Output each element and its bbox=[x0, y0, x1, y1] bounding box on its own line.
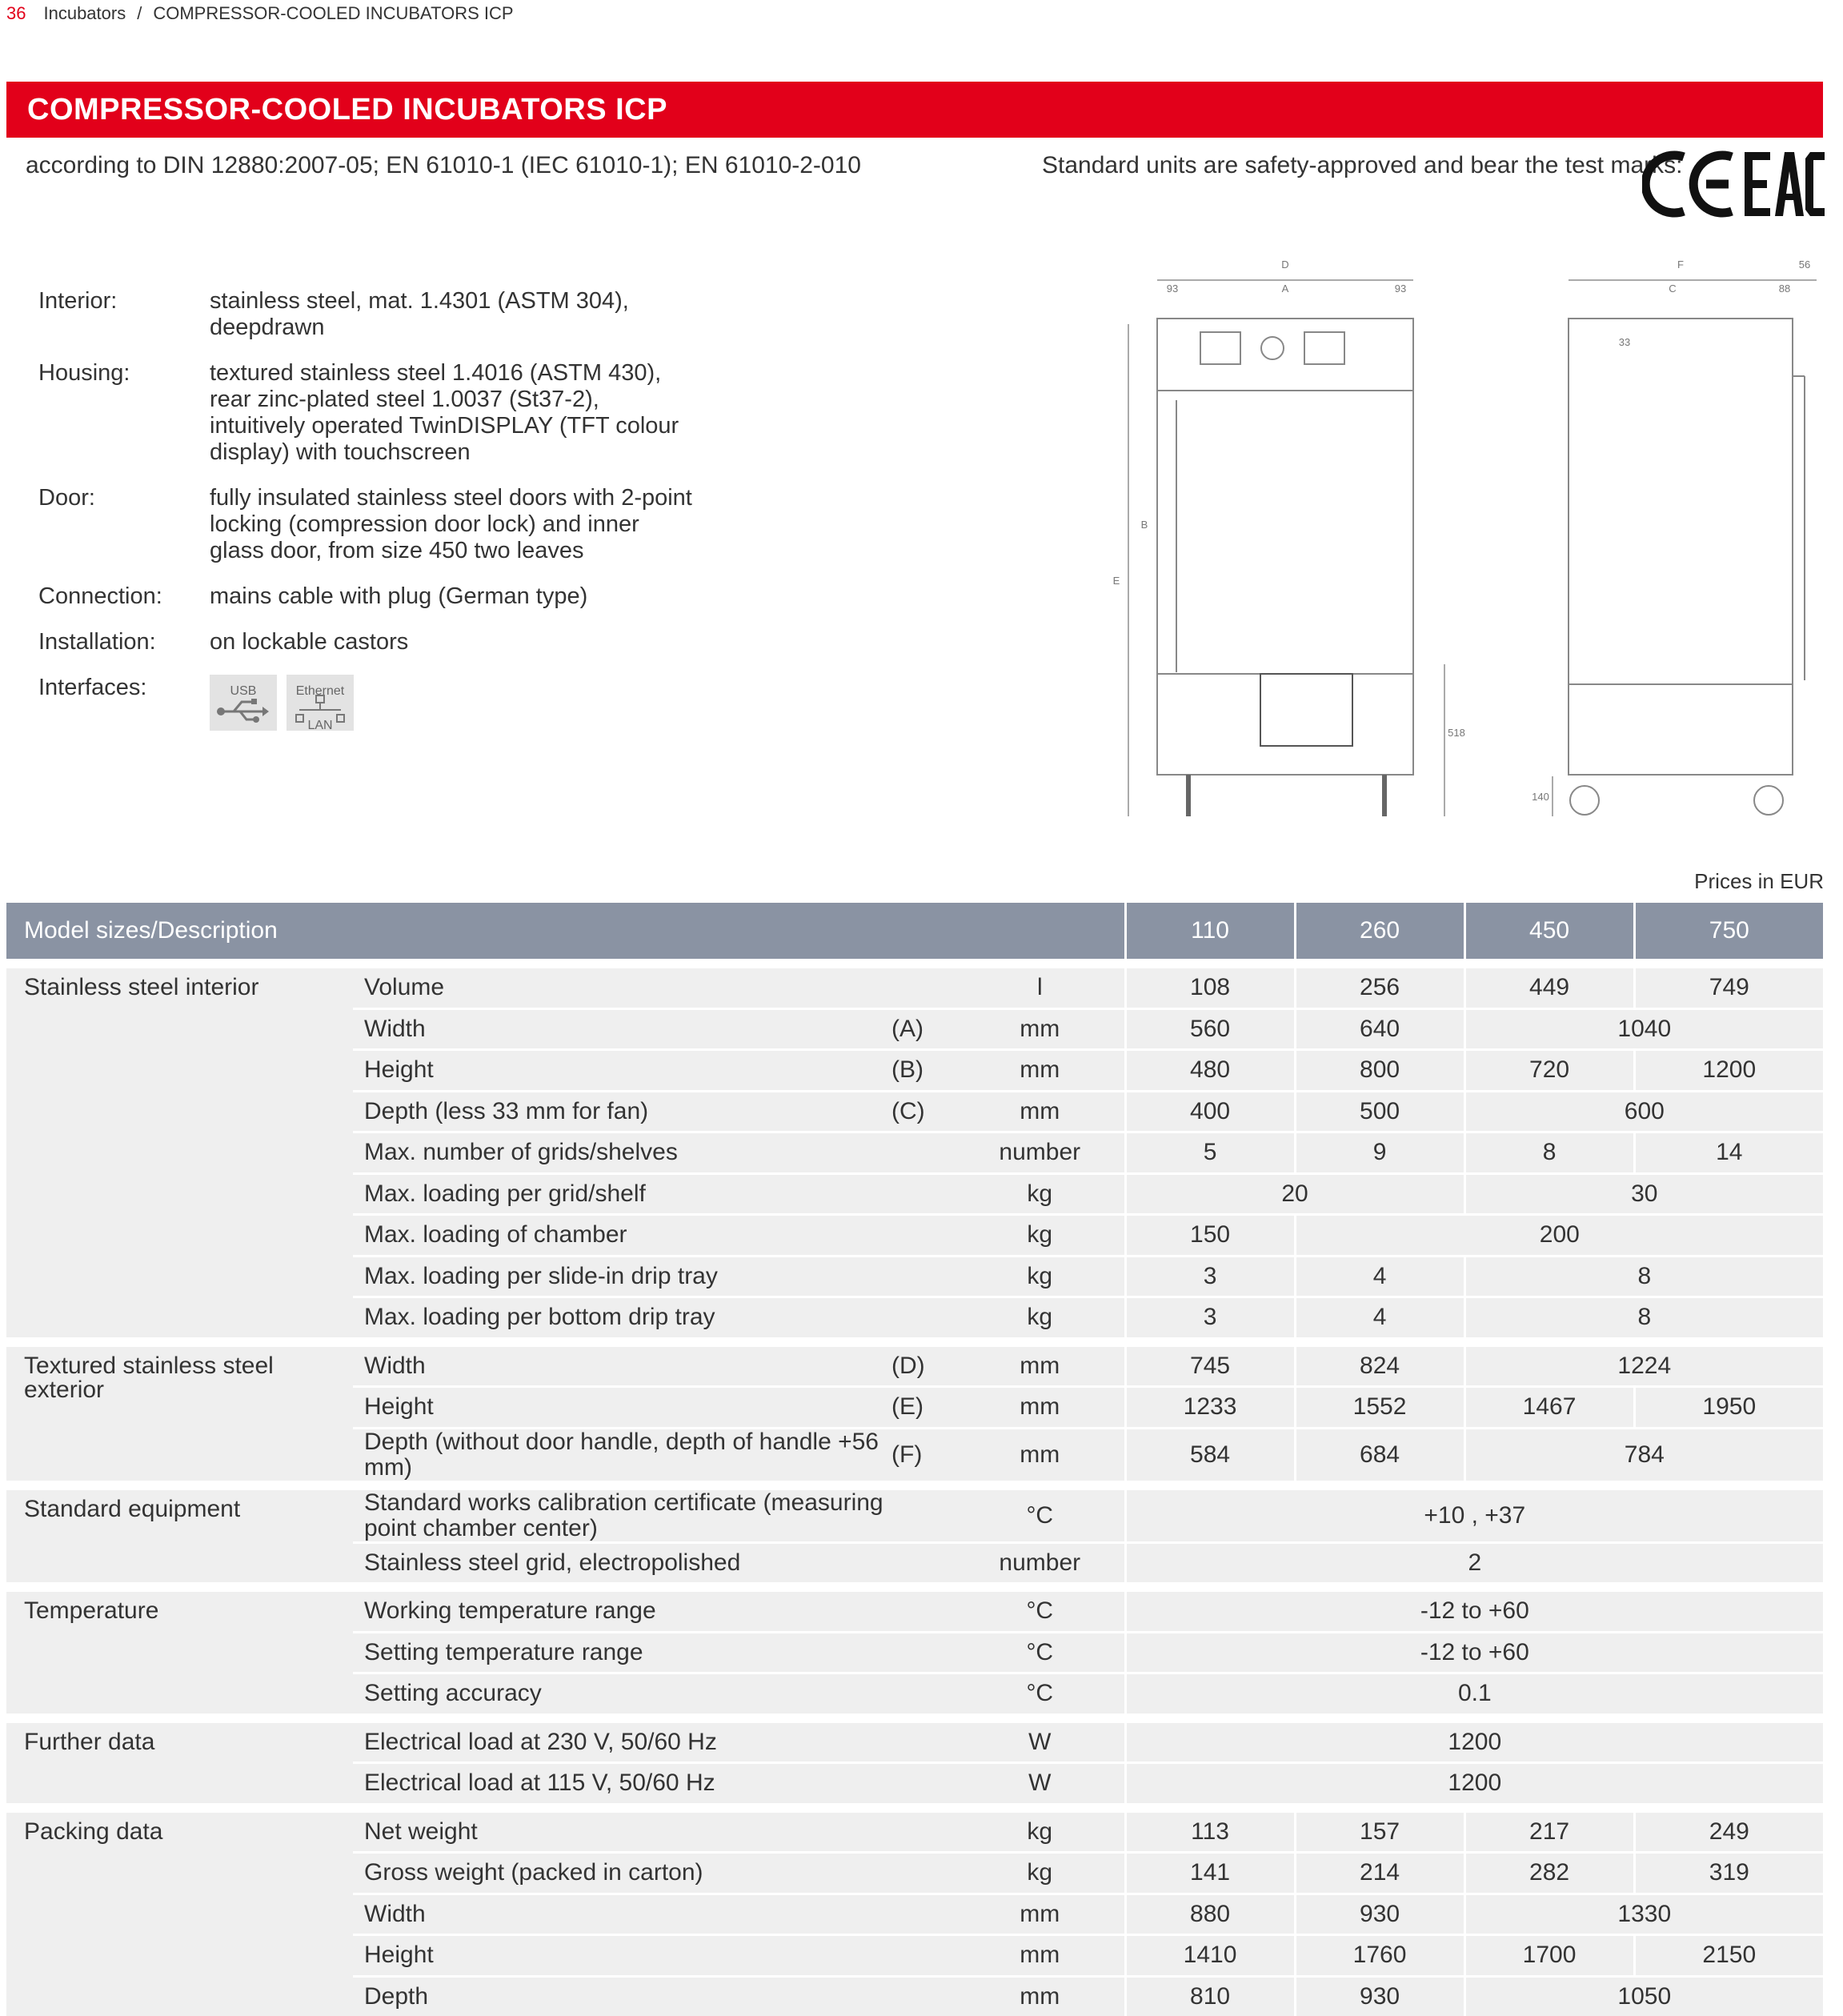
value-cell: 800 bbox=[1295, 1050, 1464, 1092]
ethernet-label: Ethernet bbox=[295, 684, 345, 698]
table-row bbox=[6, 968, 1823, 1008]
value-cell: 14 bbox=[1634, 1132, 1823, 1174]
row-unit: kg bbox=[956, 1853, 1125, 1894]
row-parameter: Gross weight (packed in carton) bbox=[353, 1853, 891, 1894]
row-unit: mm bbox=[956, 1050, 1125, 1092]
interface-icons bbox=[210, 675, 354, 731]
ce-eac-marks-icon bbox=[1642, 147, 1825, 221]
spacer-cell bbox=[6, 1337, 1823, 1347]
row-unit: mm bbox=[956, 1935, 1125, 1977]
row-parameter: Max. loading per slide-in drip tray bbox=[353, 1256, 891, 1297]
row-dimension-code bbox=[891, 1173, 956, 1215]
row-dimension-code: (A) bbox=[891, 1008, 956, 1050]
row-parameter: Width bbox=[353, 1008, 891, 1050]
row-category: Temperature bbox=[24, 1597, 159, 1624]
page-number: 36 bbox=[6, 3, 26, 23]
row-parameter: Height bbox=[353, 1935, 891, 1977]
table-row bbox=[6, 1813, 1823, 1853]
spec-row-interior bbox=[38, 288, 727, 341]
row-dimension-code bbox=[891, 968, 956, 1008]
value-cell: 1200 bbox=[1125, 1763, 1823, 1803]
value-cell: 640 bbox=[1295, 1008, 1464, 1050]
row-dimension-code bbox=[891, 1490, 956, 1543]
row-unit: W bbox=[956, 1763, 1125, 1803]
value-cell: 113 bbox=[1125, 1813, 1295, 1853]
value-cell: 256 bbox=[1295, 968, 1464, 1008]
row-dimension-code: (F) bbox=[891, 1428, 956, 1481]
row-unit: mm bbox=[956, 1894, 1125, 1935]
table-section bbox=[6, 1592, 1823, 1713]
row-category: Further data bbox=[24, 1728, 155, 1755]
spec-row-housing bbox=[38, 360, 727, 466]
value-cell: 108 bbox=[1125, 968, 1295, 1008]
dimension-drawing bbox=[1080, 256, 1825, 840]
spacer-row bbox=[6, 1582, 1823, 1592]
breadcrumb bbox=[6, 3, 514, 24]
row-category: Standard equipment bbox=[24, 1495, 241, 1522]
row-parameter: Max. loading of chamber bbox=[353, 1215, 891, 1256]
drawing-label-b: B bbox=[1140, 519, 1148, 531]
spec-value: fully insulated stainless steel doors with 2-point locking (compression door lock) and inner glass door, from size 450 two leaves bbox=[210, 485, 692, 563]
value-cell: 249 bbox=[1634, 1813, 1823, 1853]
spacer-row bbox=[6, 1803, 1823, 1813]
value-cell: 1224 bbox=[1464, 1347, 1823, 1387]
value-cell: 20 bbox=[1125, 1173, 1464, 1215]
row-dimension-code: (B) bbox=[891, 1050, 956, 1092]
row-unit: kg bbox=[956, 1173, 1125, 1215]
row-parameter: Depth bbox=[353, 1976, 891, 2016]
drawing-label-d: D bbox=[1281, 259, 1289, 271]
value-cell: 4 bbox=[1295, 1256, 1464, 1297]
value-cell: 449 bbox=[1464, 968, 1634, 1008]
value-cell: 745 bbox=[1125, 1347, 1295, 1387]
row-parameter: Max. number of grids/shelves bbox=[353, 1132, 891, 1174]
table-section bbox=[6, 1347, 1823, 1481]
value-cell: 8 bbox=[1464, 1297, 1823, 1337]
table-row bbox=[6, 1347, 1823, 1387]
row-category: Textured stainless steel exterior bbox=[24, 1352, 274, 1403]
value-cell: 560 bbox=[1125, 1008, 1295, 1050]
row-unit: °C bbox=[956, 1673, 1125, 1713]
page-title: COMPRESSOR-COOLED INCUBATORS ICP bbox=[27, 93, 667, 126]
spec-value: on lockable castors bbox=[210, 629, 409, 655]
spec-value: mains cable with plug (German type) bbox=[210, 583, 588, 609]
value-cell: 1467 bbox=[1464, 1387, 1634, 1429]
row-dimension-code bbox=[891, 1673, 956, 1713]
row-dimension-code bbox=[891, 1976, 956, 2016]
spacer-cell bbox=[6, 1803, 1823, 1813]
value-cell: 400 bbox=[1125, 1091, 1295, 1132]
spacer-cell bbox=[6, 959, 1823, 968]
spec-table bbox=[6, 903, 1823, 2016]
prices-note: Prices in EUR bbox=[1694, 869, 1824, 893]
section-spacer bbox=[6, 1481, 1823, 1490]
row-dimension-code bbox=[891, 1256, 956, 1297]
row-unit: kg bbox=[956, 1215, 1125, 1256]
row-parameter: Height bbox=[353, 1387, 891, 1429]
value-cell: 217 bbox=[1464, 1813, 1634, 1853]
row-dimension-code bbox=[891, 1813, 956, 1853]
drawing-label-c: C bbox=[1669, 283, 1677, 295]
drawing-label-a: A bbox=[1281, 283, 1289, 295]
drawing-label-88: 88 bbox=[1778, 283, 1791, 295]
table-section bbox=[6, 1813, 1823, 2016]
table-row bbox=[6, 1592, 1823, 1632]
value-cell: 1200 bbox=[1125, 1723, 1823, 1763]
breadcrumb-section: Incubators bbox=[43, 3, 126, 23]
row-unit: kg bbox=[1027, 1818, 1053, 1845]
row-unit: °C bbox=[956, 1632, 1125, 1673]
drawing-label-e: E bbox=[1112, 575, 1120, 587]
value-cell: 214 bbox=[1295, 1853, 1464, 1894]
value-cell: 3 bbox=[1125, 1297, 1295, 1337]
spec-row-connection bbox=[38, 583, 727, 610]
table-row bbox=[6, 1723, 1823, 1763]
row-unit: mm bbox=[956, 1428, 1125, 1481]
value-cell: 1050 bbox=[1464, 1976, 1823, 2016]
value-cell: -12 to +60 bbox=[1125, 1592, 1823, 1632]
row-parameter: Working temperature range bbox=[364, 1597, 656, 1625]
value-cell: 30 bbox=[1464, 1173, 1823, 1215]
value-cell: 810 bbox=[1125, 1976, 1295, 2016]
spec-label: Interfaces: bbox=[38, 675, 147, 700]
drawing-label-93-left: 93 bbox=[1166, 283, 1179, 295]
value-cell: 749 bbox=[1634, 968, 1823, 1008]
spec-row-installation bbox=[38, 629, 727, 655]
drawing-label-33: 33 bbox=[1618, 336, 1631, 348]
usb-icon bbox=[210, 675, 277, 731]
spec-value: textured stainless steel 1.4016 (ASTM 430), rear zinc-plated steel 1.0037 (St37-2), intuitively operated TwinDISPLAY (TFT colour display) with touchscreen bbox=[210, 360, 679, 465]
row-unit: °C bbox=[1026, 1501, 1054, 1529]
value-cell: 1760 bbox=[1295, 1935, 1464, 1977]
value-cell: 930 bbox=[1295, 1976, 1464, 2016]
spacer-row bbox=[6, 959, 1823, 968]
value-cell: 200 bbox=[1295, 1215, 1823, 1256]
lan-label: LAN bbox=[307, 719, 333, 732]
value-cell: 141 bbox=[1125, 1853, 1295, 1894]
row-dimension-code: (C) bbox=[891, 1091, 956, 1132]
value-cell: 1950 bbox=[1634, 1387, 1823, 1429]
value-cell: 1330 bbox=[1464, 1894, 1823, 1935]
row-unit: l bbox=[1036, 974, 1043, 1001]
breadcrumb-current: COMPRESSOR-COOLED INCUBATORS ICP bbox=[153, 3, 514, 23]
spec-label: Connection: bbox=[38, 583, 162, 609]
row-dimension-code bbox=[891, 1853, 956, 1894]
section-spacer bbox=[6, 1337, 1823, 1347]
row-unit: kg bbox=[956, 1256, 1125, 1297]
table-header-row bbox=[6, 903, 1823, 959]
table-section bbox=[6, 1723, 1823, 1803]
spacer-cell bbox=[6, 1582, 1823, 1592]
table-row bbox=[6, 1490, 1823, 1543]
spec-row-interfaces bbox=[38, 675, 727, 731]
row-dimension-code bbox=[891, 1215, 956, 1256]
row-parameter: Height bbox=[353, 1050, 891, 1092]
drawing-label-140: 140 bbox=[1532, 791, 1549, 803]
spacer-row bbox=[6, 1337, 1823, 1347]
value-cell: 3 bbox=[1125, 1256, 1295, 1297]
row-dimension-code bbox=[891, 1723, 956, 1763]
value-cell: 1552 bbox=[1295, 1387, 1464, 1429]
table-section bbox=[6, 1490, 1823, 1583]
spec-label: Installation: bbox=[38, 629, 156, 655]
row-dimension-code bbox=[891, 1894, 956, 1935]
row-unit: mm bbox=[1020, 1352, 1060, 1379]
row-parameter: Max. loading per grid/shelf bbox=[353, 1173, 891, 1215]
row-unit: kg bbox=[956, 1297, 1125, 1337]
section-spacer bbox=[6, 1582, 1823, 1592]
model-table bbox=[6, 903, 1823, 2016]
value-cell: 5 bbox=[1125, 1132, 1295, 1174]
spacer-cell bbox=[6, 1481, 1823, 1490]
row-parameter: Setting temperature range bbox=[353, 1632, 891, 1673]
value-cell: 0.1 bbox=[1125, 1673, 1823, 1713]
value-cell: 1700 bbox=[1464, 1935, 1634, 1977]
row-unit: °C bbox=[1026, 1597, 1054, 1625]
title-banner bbox=[6, 82, 1823, 138]
value-cell: -12 to +60 bbox=[1125, 1632, 1823, 1673]
row-parameter: Standard works calibration certificate (measuring point chamber center) bbox=[364, 1489, 883, 1541]
spec-value: stainless steel, mat. 1.4301 (ASTM 304), deepdrawn bbox=[210, 288, 629, 340]
value-cell: 2 bbox=[1125, 1542, 1823, 1582]
value-cell: 282 bbox=[1464, 1853, 1634, 1894]
row-dimension-code bbox=[891, 1592, 956, 1632]
value-cell: 2150 bbox=[1634, 1935, 1823, 1977]
section-spacer bbox=[6, 1713, 1823, 1723]
value-cell: 584 bbox=[1125, 1428, 1295, 1481]
row-parameter: Depth (less 33 mm for fan) bbox=[353, 1091, 891, 1132]
value-cell: 319 bbox=[1634, 1853, 1823, 1894]
row-dimension-code bbox=[891, 1763, 956, 1803]
spec-list bbox=[38, 288, 727, 750]
row-unit: mm bbox=[956, 1387, 1125, 1429]
row-unit: mm bbox=[956, 1976, 1125, 2016]
value-cell: 1410 bbox=[1125, 1935, 1295, 1977]
drawing-label-518: 518 bbox=[1448, 727, 1465, 739]
value-cell: 9 bbox=[1295, 1132, 1464, 1174]
value-cell: 784 bbox=[1464, 1428, 1823, 1481]
row-dimension-code: (E) bbox=[891, 1387, 956, 1429]
value-cell: 720 bbox=[1464, 1050, 1634, 1092]
row-parameter: Stainless steel grid, electropolished bbox=[353, 1542, 891, 1582]
row-parameter: Width bbox=[364, 1352, 426, 1379]
value-cell: 500 bbox=[1295, 1091, 1464, 1132]
value-cell: 8 bbox=[1464, 1256, 1823, 1297]
value-cell: 1200 bbox=[1634, 1050, 1823, 1092]
value-cell: 1233 bbox=[1125, 1387, 1295, 1429]
row-parameter: Electrical load at 115 V, 50/60 Hz bbox=[353, 1763, 891, 1803]
value-cell: 157 bbox=[1295, 1813, 1464, 1853]
row-dimension-code: (D) bbox=[891, 1352, 925, 1379]
row-parameter: Setting accuracy bbox=[353, 1673, 891, 1713]
row-unit: mm bbox=[956, 1008, 1125, 1050]
spacer-cell bbox=[6, 1713, 1823, 1723]
value-cell: 930 bbox=[1295, 1894, 1464, 1935]
row-unit: mm bbox=[956, 1091, 1125, 1132]
value-cell: 880 bbox=[1125, 1894, 1295, 1935]
value-cell: 684 bbox=[1295, 1428, 1464, 1481]
header-model: 110 bbox=[1125, 903, 1295, 959]
row-unit: number bbox=[956, 1542, 1125, 1582]
section-spacer bbox=[6, 1803, 1823, 1813]
value-cell: 480 bbox=[1125, 1050, 1295, 1092]
row-dimension-code bbox=[891, 1632, 956, 1673]
row-parameter: Max. loading per bottom drip tray bbox=[353, 1297, 891, 1337]
row-dimension-code bbox=[891, 1935, 956, 1977]
breadcrumb-separator: / bbox=[137, 3, 142, 23]
row-unit: W bbox=[1028, 1728, 1052, 1755]
row-parameter: Net weight bbox=[364, 1818, 478, 1845]
header-description: Model sizes/Description bbox=[6, 903, 1125, 959]
header-model: 260 bbox=[1295, 903, 1464, 959]
value-cell: 600 bbox=[1464, 1091, 1823, 1132]
spacer-row bbox=[6, 1481, 1823, 1490]
value-cell: +10 , +37 bbox=[1125, 1490, 1823, 1543]
row-parameter: Volume bbox=[364, 974, 445, 1001]
table-section bbox=[6, 968, 1823, 1337]
value-cell: 150 bbox=[1125, 1215, 1295, 1256]
row-dimension-code bbox=[891, 1542, 956, 1582]
drawing-label-f: F bbox=[1677, 259, 1684, 271]
row-parameter: Depth (without door handle, depth of handle +56 mm) bbox=[353, 1428, 891, 1481]
section-spacer bbox=[6, 959, 1823, 968]
spacer-row bbox=[6, 1713, 1823, 1723]
row-parameter: Width bbox=[353, 1894, 891, 1935]
value-cell: 4 bbox=[1295, 1297, 1464, 1337]
value-cell: 824 bbox=[1295, 1347, 1464, 1387]
spec-row-door bbox=[38, 485, 727, 564]
row-category: Packing data bbox=[24, 1818, 163, 1845]
spec-label: Housing: bbox=[38, 360, 130, 386]
value-cell: 8 bbox=[1464, 1132, 1634, 1174]
row-dimension-code bbox=[891, 1132, 956, 1174]
ethernet-lan-icon bbox=[286, 675, 354, 731]
drawing-label-56: 56 bbox=[1798, 259, 1811, 271]
spec-label: Door: bbox=[38, 485, 95, 511]
row-category: Stainless steel interior bbox=[24, 974, 259, 1000]
row-parameter: Electrical load at 230 V, 50/60 Hz bbox=[364, 1728, 717, 1755]
value-cell: 1040 bbox=[1464, 1008, 1823, 1050]
standards-text: according to DIN 12880:2007-05; EN 61010-1 (IEC 61010-1); EN 61010-2-010 bbox=[26, 152, 861, 178]
test-marks-text: Standard units are safety-approved and bear the test marks: bbox=[1042, 152, 1683, 178]
drawing-label-93-right: 93 bbox=[1394, 283, 1407, 295]
row-unit: number bbox=[956, 1132, 1125, 1174]
header-model: 750 bbox=[1634, 903, 1823, 959]
row-dimension-code bbox=[891, 1297, 956, 1337]
spec-label: Interior: bbox=[38, 288, 118, 314]
usb-label: USB bbox=[230, 684, 257, 698]
header-model: 450 bbox=[1464, 903, 1634, 959]
